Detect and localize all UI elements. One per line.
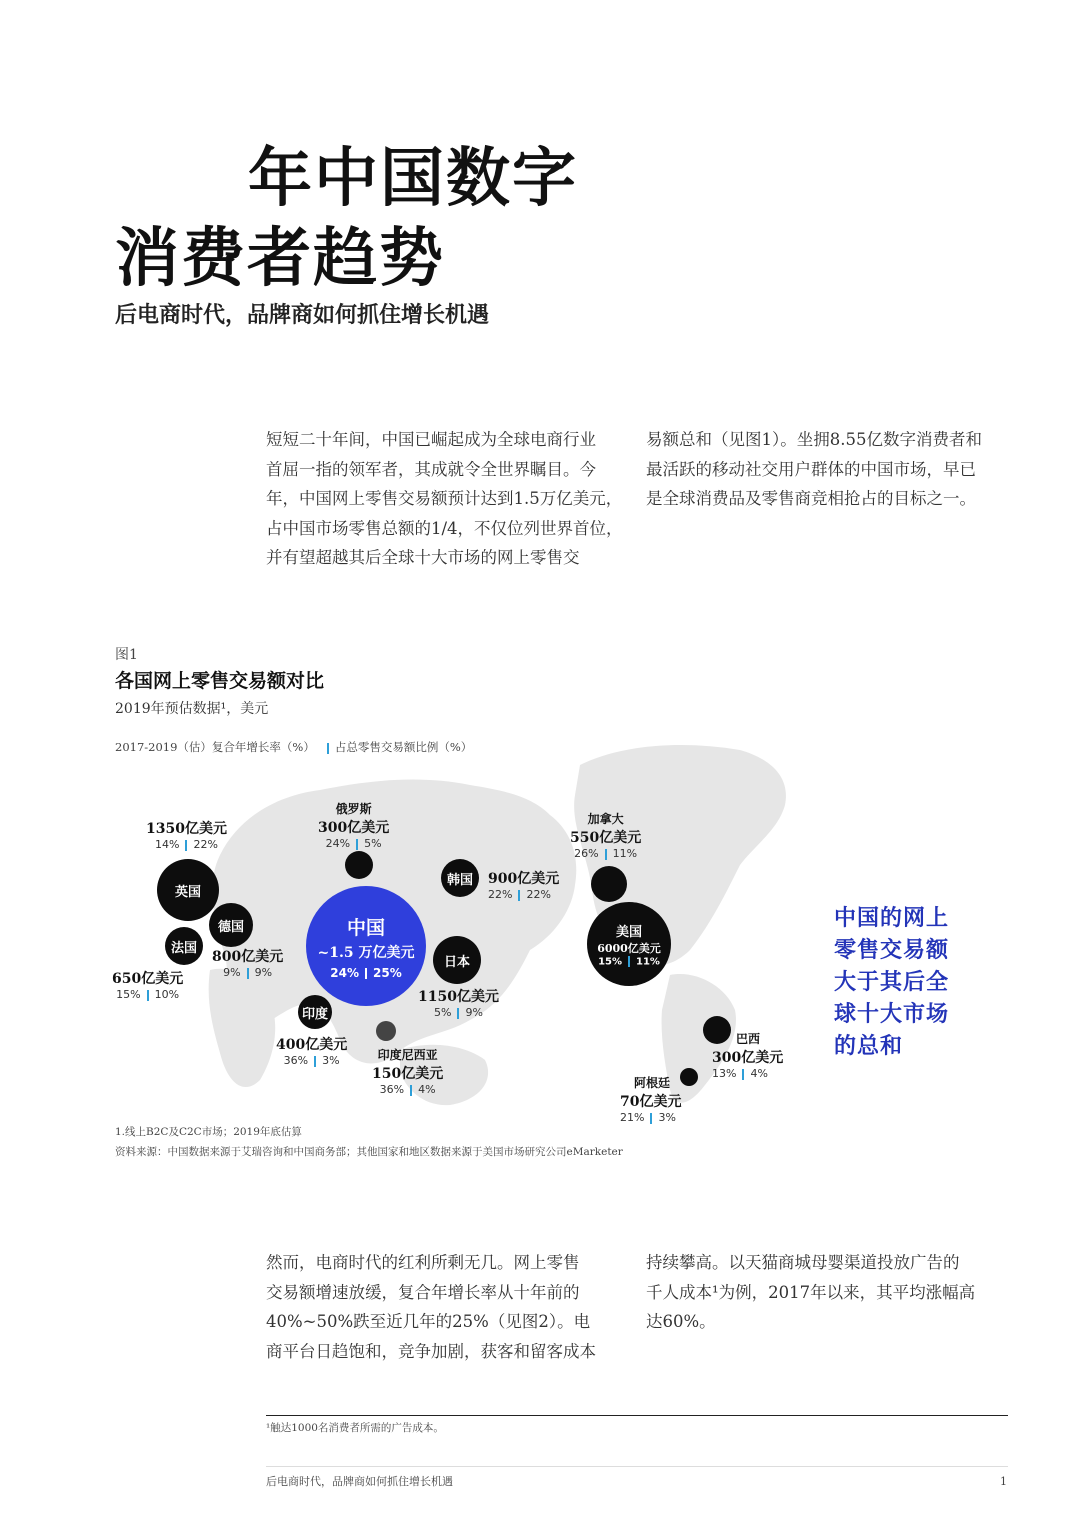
intro-column-2	[646, 425, 1016, 514]
bubble-indonesia	[376, 1021, 396, 1041]
title-line-2: 消费者趋势	[115, 221, 445, 296]
text-line: 达60%。	[646, 1312, 716, 1331]
continuation-column-1	[266, 1248, 636, 1366]
label-canada: 加拿大 550亿美元 26% 11%	[570, 812, 642, 860]
bubble-russia	[345, 851, 373, 879]
intro-column-1	[266, 425, 636, 573]
label-japan: 1150亿美元 5% 9%	[418, 989, 499, 1019]
page-footnote: ¹触达1000名消费者所需的广告成本。	[266, 1422, 444, 1434]
china-name: 中国	[346, 916, 385, 939]
usa-name: 美国	[615, 924, 642, 940]
text-line: 然而，电商时代的红利所剩无几。网上零售	[266, 1253, 580, 1272]
label-france: 650亿美元 15% 10%	[112, 971, 184, 1001]
bubble-germany: 德国	[209, 903, 253, 947]
continuation-column-2	[646, 1248, 1016, 1337]
figure-source: 资料来源：中国数据来源于艾瑞咨询和中国商务部；其他国家和地区数据来源于美国市场研究公司eMarketer	[115, 1146, 623, 1158]
footnote-rule	[266, 1415, 1008, 1416]
label-germany: 800亿美元 9% 9%	[212, 949, 284, 979]
text-line: 持续攀高。以天猫商城母婴渠道投放广告的	[646, 1253, 960, 1272]
china-pcts: 24% 25%	[330, 965, 402, 980]
figure-subtitle: 2019年预估数据¹，美元	[115, 701, 269, 717]
page-number: 1	[1000, 1475, 1007, 1488]
label-korea: 900亿美元 22% 22%	[488, 871, 560, 901]
bubble-canada	[591, 866, 627, 902]
label-argentina: 阿根廷 70亿美元 21% 3%	[620, 1076, 682, 1124]
legend-share: 占总零售交易额比例（%）	[334, 740, 473, 754]
text-line: 40%~50%跌至近几年的25%（见图2）。电	[266, 1312, 591, 1331]
label-indonesia: 印度尼西亚 150亿美元 36% 4%	[372, 1048, 444, 1096]
text-line: 占中国市场零售总额的1/4，不仅位列世界首位，	[266, 518, 623, 538]
bubble-usa	[587, 902, 671, 986]
label-uk: 1350亿美元 14% 22%	[146, 821, 227, 851]
text-line: 商平台日趋饱和，竞争加剧，获客和留客成本	[266, 1341, 596, 1361]
text-line: 千人成本¹为例，2017年以来，其平均涨幅高	[646, 1282, 976, 1302]
text-line: 首屈一指的领军者，其成就令全世界瞩目。今	[266, 459, 596, 479]
china-value: ~1.5 万亿美元	[317, 944, 415, 961]
text-line: 是全球消费品及零售商竞相抢占的目标之一。	[646, 489, 976, 508]
label-russia: 俄罗斯 300亿美元 24% 5%	[318, 802, 390, 850]
text-line: 年，中国网上零售交易额预计达到1.5万亿美元，	[266, 489, 623, 508]
text-line: 交易额增速放缓，复合年增长率从十年前的	[266, 1282, 580, 1302]
figure-label: 图1	[115, 647, 138, 663]
bubble-japan: 日本	[433, 936, 481, 984]
footer-text: 后电商时代，品牌商如何抓住增长机遇	[266, 1475, 453, 1488]
bubble-uk: 英国	[157, 859, 219, 921]
bubble-korea: 韩国	[441, 859, 479, 897]
text-line: 最活跃的移动社交用户群体的中国市场，早已	[646, 459, 976, 479]
bubble-argentina	[680, 1068, 698, 1086]
text-line: 并有望超越其后全球十大市场的网上零售交	[266, 548, 580, 567]
figure-callout: 中国的网上 零售交易额 大于其后全 球十大市场 的总和	[834, 905, 950, 1059]
figure-title: 各国网上零售交易额对比	[115, 670, 325, 692]
bubble-india: 印度	[298, 995, 332, 1029]
legend-cagr: 2017-2019（估）复合年增长率（%）	[115, 740, 315, 754]
text-line: 短短二十年间，中国已崛起成为全球电商行业	[266, 430, 596, 449]
text-line: 易额总和（见图1）。坐拥8.55亿数字消费者和	[646, 430, 982, 449]
figure-footnote: 1.线上B2C及C2C市场；2019年底估算	[115, 1126, 302, 1138]
usa-pcts: 15% 11%	[598, 956, 660, 968]
subtitle: 后电商时代，品牌商如何抓住增长机遇	[115, 302, 490, 328]
bubble-china	[306, 886, 426, 1006]
bubble-france: 法国	[165, 927, 203, 965]
label-brazil: 巴西 300亿美元 13% 4%	[712, 1032, 784, 1080]
label-india: 400亿美元 36% 3%	[276, 1037, 348, 1067]
usa-value: 6000亿美元	[597, 941, 661, 955]
title-line-1: 年中国数字	[248, 141, 578, 216]
footer-rule	[266, 1466, 1008, 1467]
